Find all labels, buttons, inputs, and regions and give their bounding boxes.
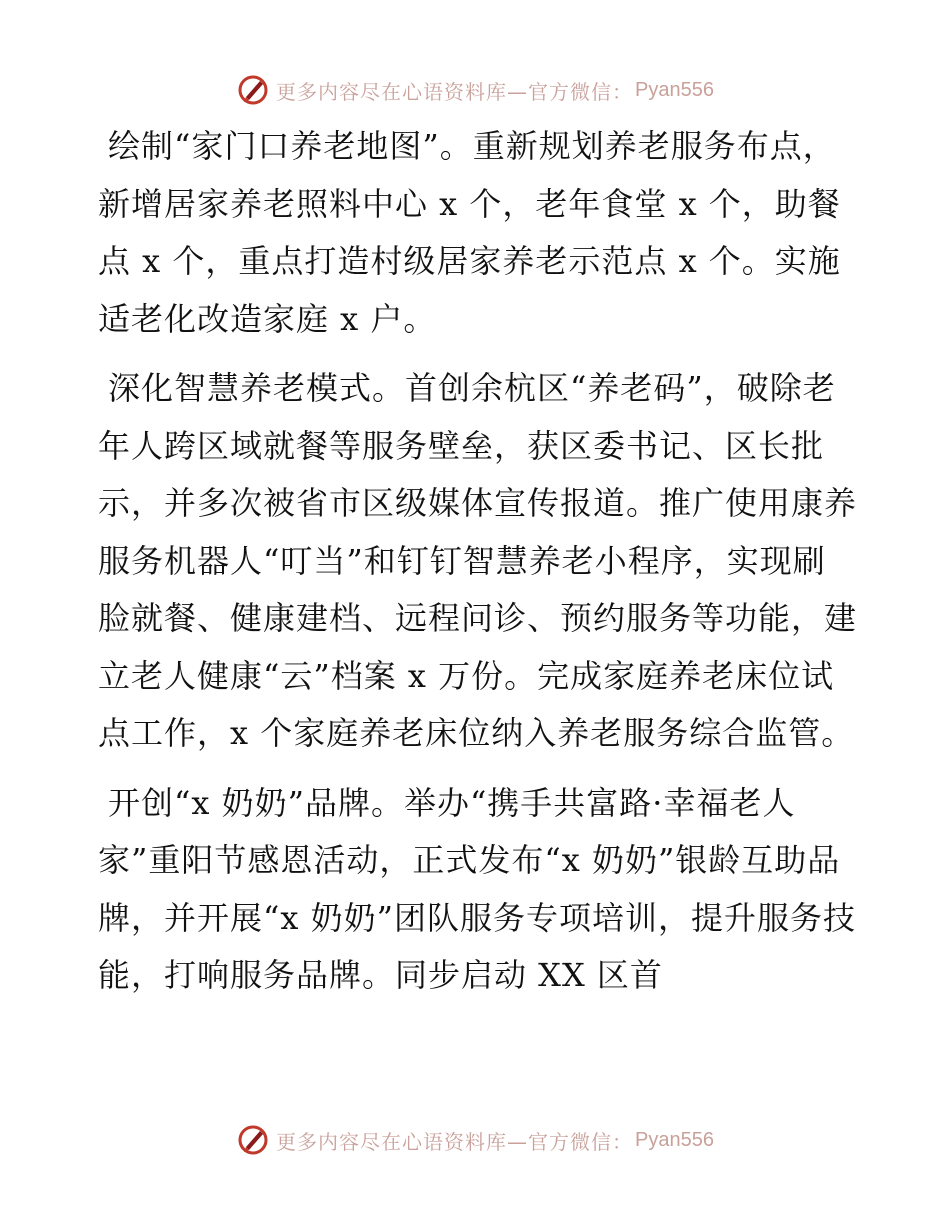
watermark-text: 更多内容尽在心语资料库—官方微信： (276, 79, 634, 104)
paragraph-2: 深化智慧养老模式。首创余杭区“养老码”，破除老年人跨区域就餐等服务壁垒，获区委书记、区长批示，并多次被省市区级媒体宣传报道。推广使用康养服务机器人“叮当”和钉钉智慧养老小程序，实现刷脸就餐、健康建档、远程问诊、预约服务等功能，建立老人健康“云”档案 x 万份。完成家庭养老床位试点工作，x 个家庭养老床位纳入养老服务综合监管。 (98, 369, 858, 752)
watermark-contact: Pyan556 (635, 1128, 714, 1151)
pen-circle-logo-icon (236, 1123, 270, 1157)
paragraph-1: 绘制“家门口养老地图”。重新规划养老服务布点，新增居家养老照料中心 x 个，老年食堂 x 个，助餐点 x 个，重点打造村级居家养老示范点 x 个。实施适老化改造家庭 x 户。 (98, 127, 841, 338)
header-watermark (0, 70, 950, 110)
pen-circle-logo-icon (236, 73, 270, 107)
document-body (98, 118, 858, 1017)
watermark-contact: Pyan556 (635, 78, 714, 101)
paragraph-3: 开创“x 奶奶”品牌。举办“携手共富路·幸福老人家”重阳节感恩活动，正式发布“x 奶奶”银龄互助品牌，并开展“x 奶奶”团队服务专项培训，提升服务技能，打响服务品牌。同步启动 XX 区首 (98, 783, 856, 994)
watermark-text: 更多内容尽在心语资料库—官方微信： (276, 1129, 634, 1154)
footer-watermark (0, 1120, 950, 1160)
